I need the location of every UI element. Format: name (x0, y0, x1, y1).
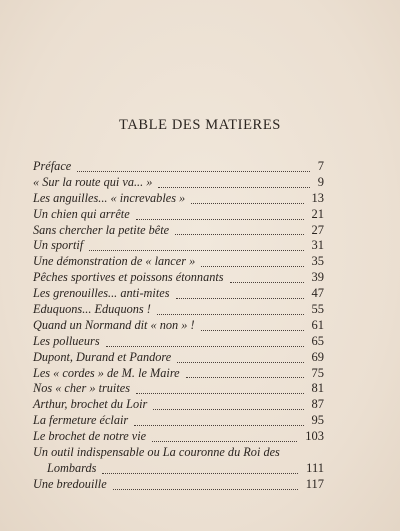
toc-entry-title: Nos « cher » truites (33, 381, 131, 396)
toc-entry (33, 413, 324, 429)
dot-leader (201, 330, 304, 331)
toc-entry-page: 95 (311, 413, 324, 428)
dot-leader (157, 314, 304, 315)
toc-entry-title: Sans chercher la petite bête (33, 222, 170, 237)
dot-leader (176, 298, 304, 299)
toc-entry-title: Eduquons... Eduquons ! (33, 302, 151, 317)
dot-leader (152, 441, 297, 442)
dot-leader (158, 187, 309, 188)
toc-entry-page: 65 (311, 333, 324, 348)
toc-entry (33, 222, 324, 239)
dot-leader (113, 489, 298, 490)
table-of-contents (33, 159, 324, 493)
dot-leader (177, 362, 303, 363)
toc-entry-page: 31 (311, 238, 324, 253)
toc-entry (33, 174, 324, 191)
toc-entry (33, 238, 324, 254)
toc-entry-page: 39 (311, 270, 324, 285)
dot-leader (136, 219, 304, 220)
dot-leader (136, 393, 303, 394)
dot-leader (201, 266, 303, 267)
toc-entry-title: Les pollueurs (33, 333, 100, 348)
toc-entry-title: Une démonstration de « lancer » (33, 254, 196, 269)
toc-entry (33, 397, 324, 413)
toc-entry-title: Préface (33, 159, 72, 173)
toc-entry-page: 61 (311, 317, 324, 332)
toc-entry-title: Un sportif (33, 238, 84, 253)
toc-entry-page: 81 (311, 381, 324, 396)
page-title: TABLE DES MATIERES (119, 117, 281, 133)
toc-entry (33, 270, 324, 286)
toc-entry (33, 302, 324, 318)
toc-entry (33, 333, 324, 350)
toc-entry-title: La fermeture éclair (33, 413, 129, 428)
toc-entry (33, 365, 324, 382)
dot-leader (175, 234, 303, 235)
toc-entry-title: Arthur, brochet du Loir (33, 397, 148, 412)
toc-entry-page: 69 (311, 349, 324, 364)
toc-entry (33, 349, 324, 366)
dot-leader (230, 282, 304, 283)
toc-entry-page: 21 (311, 206, 324, 221)
toc-entry-page: 35 (311, 254, 324, 269)
toc-entry-page: 103 (305, 429, 324, 444)
dot-leader (89, 250, 303, 251)
toc-entry (33, 190, 324, 207)
toc-entry (33, 381, 324, 397)
toc-entry-page: 111 (306, 460, 324, 475)
toc-entry-title: « Sur la route qui va... » (33, 174, 153, 189)
dot-leader (102, 473, 298, 474)
toc-entry-title: Les « cordes » de M. le Maire (33, 365, 180, 380)
toc-entry-title: Quand un Normand dit « non » ! (33, 317, 195, 332)
toc-entry-page: 55 (311, 302, 324, 317)
dot-leader (191, 203, 303, 204)
toc-entry-page: 87 (311, 397, 324, 412)
toc-entry-title-line1: Un outil indispensable ou La couronne du Roi des (33, 445, 280, 460)
toc-entry-title: Les anguilles... « increvables » (33, 190, 186, 205)
toc-entry (33, 476, 324, 493)
dot-leader (134, 425, 303, 426)
toc-entry-title: Un chien qui arrête (33, 206, 130, 221)
toc-entry-page: 13 (311, 190, 324, 205)
toc-entry-page: 47 (311, 286, 324, 301)
toc-entry-page: 117 (305, 476, 324, 491)
dot-leader (106, 346, 304, 347)
toc-entry (33, 445, 324, 477)
toc-entry-title-line2: Lombards (47, 460, 97, 475)
toc-entry-title: Pêches sportives et poissons étonnants (33, 270, 224, 285)
toc-entry-title: Dupont, Durand et Pandore (33, 349, 172, 364)
toc-entry-title: Le brochet de notre vie (33, 429, 147, 444)
toc-entry (33, 286, 324, 302)
dot-leader (186, 377, 304, 378)
toc-entry-page: 9 (317, 174, 324, 189)
toc-entry-page: 27 (311, 222, 324, 237)
toc-entry (33, 317, 324, 334)
toc-entry-title: Une bredouille (33, 476, 107, 491)
toc-entry (33, 159, 324, 175)
toc-entry (33, 429, 324, 445)
toc-entry-page: 7 (317, 159, 324, 173)
toc-entry (33, 254, 324, 270)
dot-leader (153, 409, 303, 410)
toc-entry-page: 75 (311, 365, 324, 380)
toc-entry-title: Les grenouilles... anti-mites (33, 286, 170, 301)
toc-entry (33, 206, 324, 223)
dot-leader (77, 171, 310, 172)
